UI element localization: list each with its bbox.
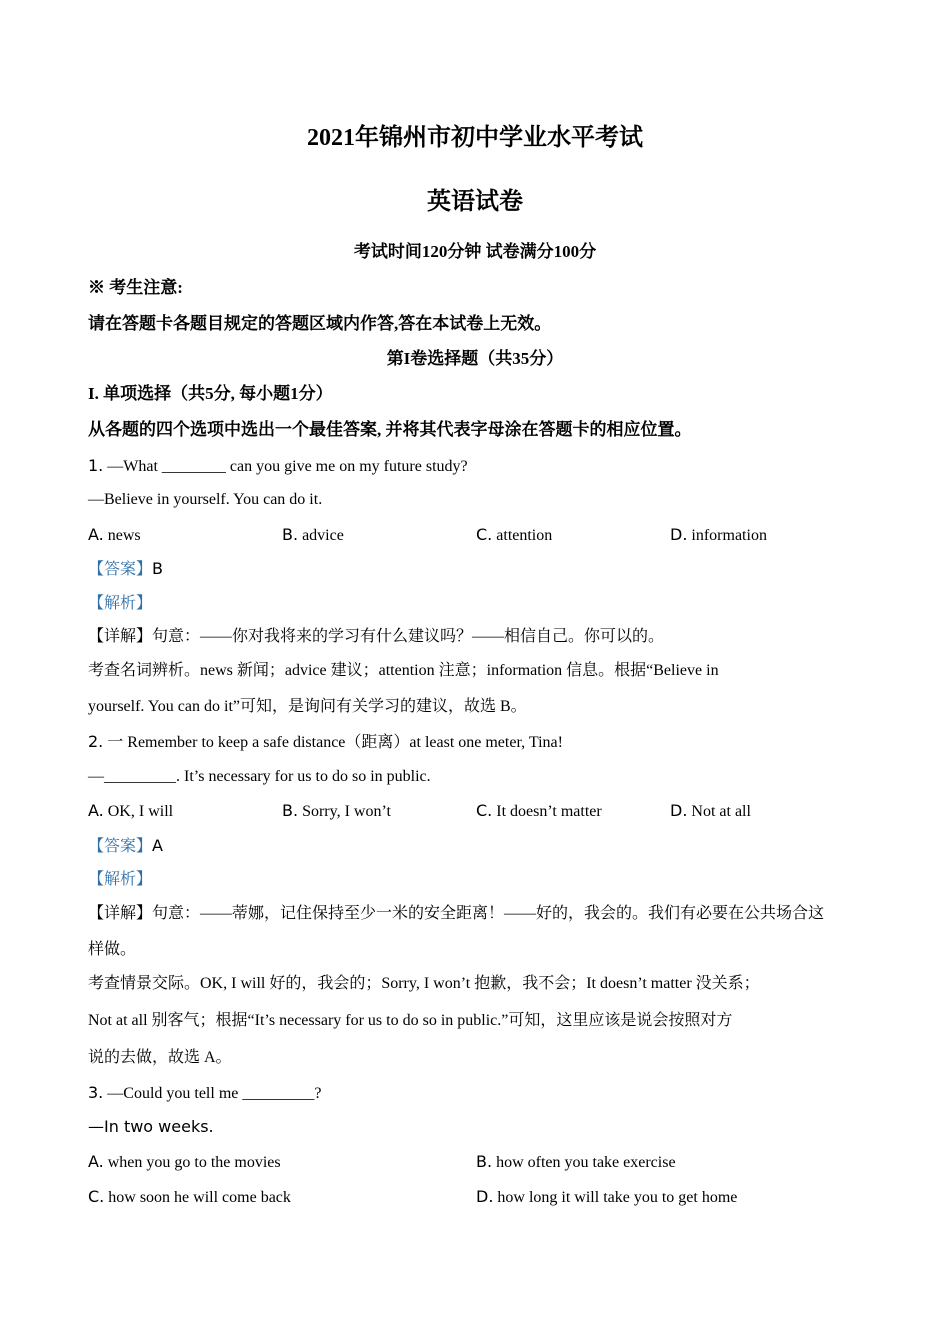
question-1-reply: —Believe in yourself. You can do it. [88,491,323,508]
question-3-option-c: C. how soon he will come back [88,1187,291,1206]
question-1-detail [88,627,664,647]
question-text: —Could you tell me _________? [107,1085,322,1102]
question-3-option-d: D. how long it will take you to get home [476,1187,738,1206]
question-number: 3. [88,1083,104,1102]
question-3-stem [88,1083,321,1104]
question-1-analysis-label: 【解析】 [88,595,153,612]
question-2-option-a: A. OK, I will [88,801,174,820]
section-title: I. 单项选择（共5分, 每小题1分） [88,384,333,403]
question-1-option-c: C. attention [476,525,553,544]
detail-label: 【详解】 [88,905,153,922]
question-2-explain-1: 考查情景交际。OK, I will 好的，我会的；Sorry, I won’t 抱歉，我不会；It doesn’t matter 没关系； [88,975,760,992]
notice-label: ※ 考生注意: [88,278,183,297]
answer-value: A [152,836,163,855]
question-1-explain-1: 考查名词辨析。news 新闻；advice 建议；attention 注意；information 信息。根据“Believe in [88,662,719,679]
question-2-answer [88,836,163,857]
question-1-option-d: D. information [670,525,767,544]
answer-label: 【答案】 [88,561,153,578]
part-title: 第I卷选择题（共35分） [386,349,564,368]
question-2-detail-2: 样做。 [88,941,137,958]
question-number: 1. [88,456,104,475]
question-1-option-b: B. advice [282,525,344,544]
question-2-detail [88,904,824,924]
detail-text: 句意：——蒂娜，记住保持至少一米的安全距离！——好的，我会的。我们有必要在公共场合这 [152,905,825,922]
question-2-analysis-label: 【解析】 [88,871,153,888]
question-1-option-a: A. news [88,525,141,544]
question-3-option-a: A. when you go to the movies [88,1152,281,1171]
question-2-option-d: D. Not at all [670,801,751,820]
section-instruction: 从各题的四个选项中选出一个最佳答案, 并将其代表字母涂在答题卡的相应位置。 [88,420,692,439]
exam-title: 2021年锦州市初中学业水平考试 [307,125,643,151]
question-2-option-c: C. It doesn’t matter [476,801,602,820]
detail-label: 【详解】 [88,628,153,645]
question-1-stem [88,456,468,477]
question-text: —What ________ can you give me on my future study? [107,458,468,475]
question-2-explain-2: Not at all 别客气；根据“It’s necessary for us to do so in public.”可知，这里应该是说会按照对方 [88,1012,733,1029]
exam-info: 考试时间120分钟 试卷满分100分 [353,242,597,261]
question-1-explain-2: yourself. You can do it”可知，是询问有关学习的建议，故选 B。 [88,698,527,715]
question-2-option-b: B. Sorry, I won’t [282,801,391,820]
question-2-explain-3: 说的去做，故选 A。 [88,1049,232,1066]
question-3-option-b: B. how often you take exercise [476,1152,676,1171]
question-number: 2. [88,732,104,751]
question-2-reply: —_________. It’s necessary for us to do so in public. [88,768,431,785]
question-1-answer [88,559,163,580]
answer-label: 【答案】 [88,838,153,855]
question-2-stem [88,732,563,753]
question-3-reply: —In two weeks. [88,1117,214,1136]
question-text: 一 Remember to keep a safe distance（距离）at least one meter, Tina! [107,734,563,751]
detail-text: 句意：——你对我将来的学习有什么建议吗？——相信自己。你可以的。 [152,628,665,645]
exam-subject: 英语试卷 [427,189,523,215]
answer-value: B [152,559,163,578]
notice-text: 请在答题卡各题目规定的答题区域内作答,答在本试卷上无效。 [88,314,552,333]
